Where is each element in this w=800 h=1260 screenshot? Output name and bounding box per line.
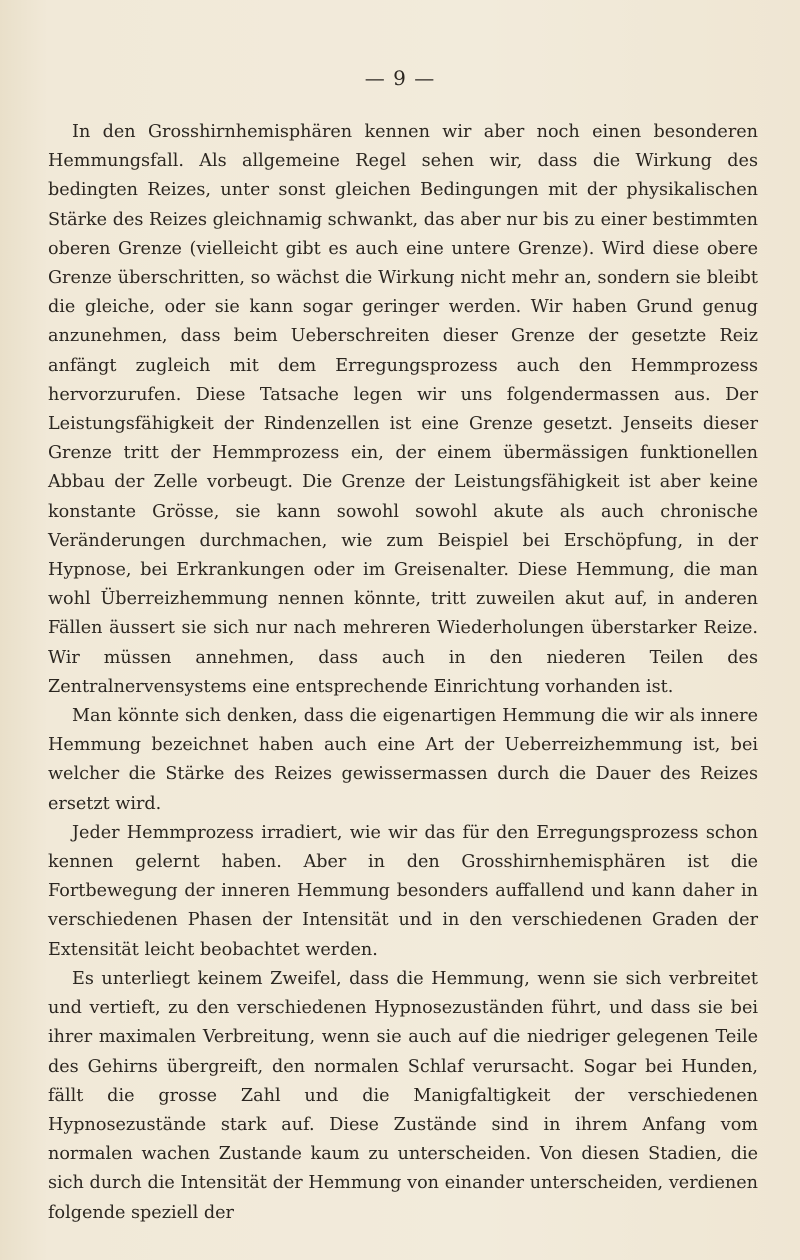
paragraph: Es unterliegt keinem Zweifel, dass die Hemmung, wenn sie sich verbreitet und vertieft, zu den verschiedenen Hypnosezuständen führt, und dass sie bei ihrer maximalen Verbreitung, wenn sie auch auf die niedriger gelegenen Teile des Gehirns übergreift, den normalen Schlaf verursacht. Sogar bei Hunden, fällt die grosse Zahl und die Manigfaltigkeit der verschiedenen Hypnosezustände stark auf. Diese Zustände sind in ihrem Anfang vom normalen wachen Zustande kaum zu unterscheiden. Von diesen Stadien, die sich durch die Intensität der Hemmung von einander unterscheiden, verdienen folgende speziell der <box>48 968 758 1223</box>
paragraph: Jeder Hemmprozess irradiert, wie wir das für den Erregungsprozess schon kennen gelernt haben. Aber in den Grosshirnhemisphären ist die Fortbewegung der inneren Hemmung besonders auffallend und kann daher in verschiedenen Phasen der Intensität und in den verschiedenen Graden der Extensität leicht beobachtet werden. <box>48 822 758 960</box>
body-text <box>48 118 758 1228</box>
paragraph: Man könnte sich denken, dass die eigenartigen Hemmung die wir als innere Hemmung bezeichnet haben auch eine Art der Ueberreizhemmung ist, bei welcher die Stärke des Reizes gewissermassen durch die Dauer des Reizes ersetzt wird. <box>48 706 758 814</box>
paragraph: In den Grosshirnhemisphären kennen wir aber noch einen besonderen Hemmungsfall. Als allgemeine Regel sehen wir, dass die Wirkung des bedingten Reizes, unter sonst gleichen Bedingungen mit der physikalischen Stärke des Reizes gleichnamig schwankt, das aber nur bis zu einer bestimmten oberen Grenze (vielleicht gibt es auch eine untere Grenze). Wird diese obere Grenze überschritten, so wächst die Wirkung nicht mehr an, sondern sie bleibt die gleiche, oder sie kann sogar geringer werden. Wir haben Grund genug anzunehmen, dass beim Ueberschreiten dieser Grenze der gesetzte Reiz anfängt zugleich mit dem Erregungsprozess auch den Hemmprozess hervorzurufen. Diese Tatsache legen wir uns folgendermassen aus. Der Leistungsfähigkeit der Rindenzellen ist eine Grenze gesetzt. Jenseits dieser Grenze tritt der Hemmprozess ein, der einem übermässigen funktionellen Abbau der Zelle vorbeugt. Die Grenze der Leistungsfähigkeit ist aber keine konstante Grösse, sie kann sowohl sowohl akute als auch chronische Veränderungen durchmachen, wie zum Beispiel bei Erschöpfung, in der Hypnose, bei Erkrankungen oder im Greisenalter. Diese Hemmung, die man wohl Überreizhemmung nennen könnte, tritt zuweilen akut auf, in anderen Fällen äussert sie sich nur nach mehreren Wiederholungen überstarker Reize. Wir müssen annehmen, dass auch in den niederen Teilen des Zentralnervensystems eine entsprechende Einrichtung vorhanden ist. <box>48 122 758 697</box>
page-number-header: — 9 — <box>364 66 436 90</box>
